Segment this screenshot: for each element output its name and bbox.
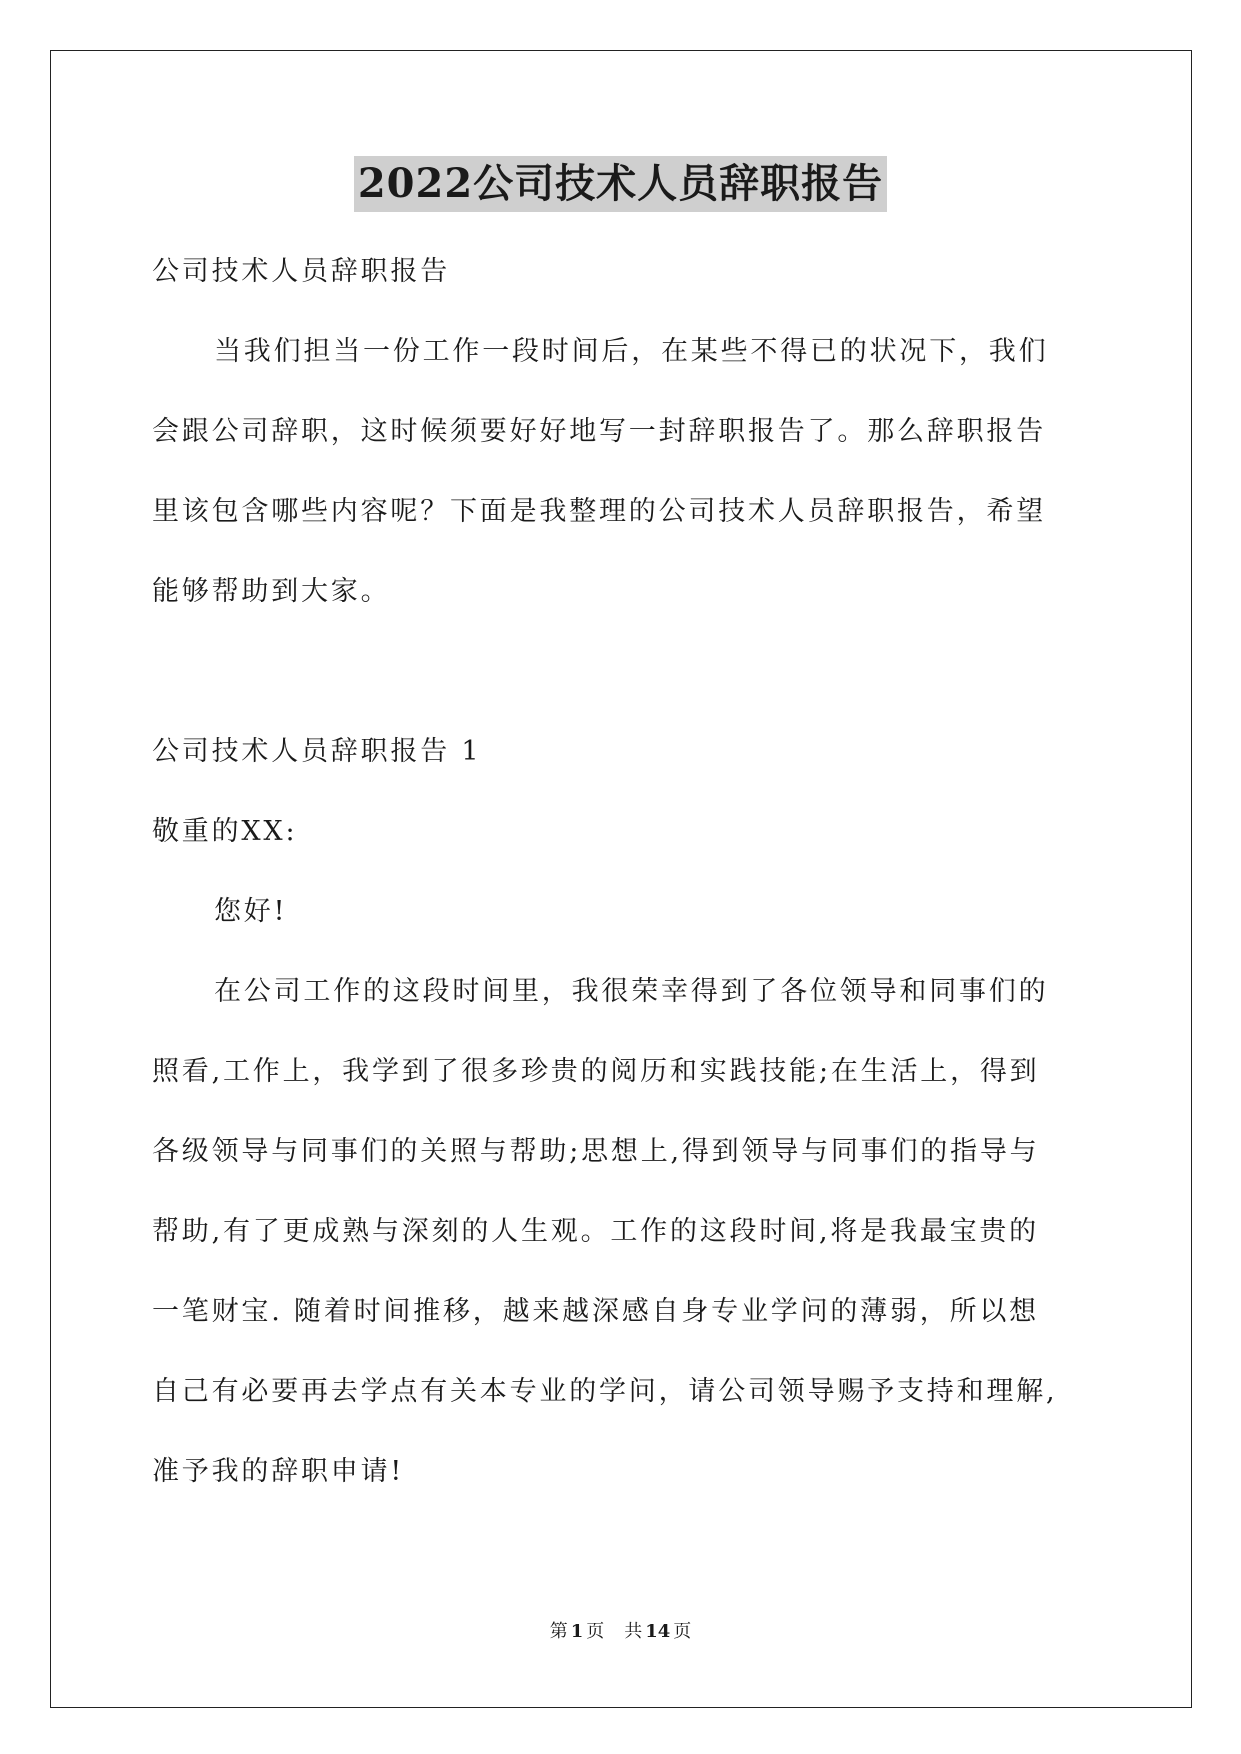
- greeting: 您好!: [214, 896, 288, 927]
- body-line: 准予我的辞职申请!: [152, 1456, 405, 1487]
- section-heading: 公司技术人员辞职报告 1: [152, 736, 482, 767]
- total-suffix: 页: [673, 1621, 692, 1642]
- total-prefix: 共: [624, 1621, 643, 1642]
- salutation: 敬重的XX:: [152, 816, 298, 847]
- page-total-number: 14: [645, 1621, 671, 1642]
- intro-line: 会跟公司辞职，这时候须要好好地写一封辞职报告了。那么辞职报告: [152, 416, 1046, 447]
- page-prefix: 第: [549, 1621, 568, 1642]
- page-suffix: 页: [586, 1621, 605, 1642]
- intro-line: 里该包含哪些内容呢？下面是我整理的公司技术人员辞职报告，希望: [152, 496, 1046, 527]
- body-line: 在公司工作的这段时间里，我很荣幸得到了各位领导和同事们的: [214, 976, 1049, 1007]
- body-line: 各级领导与同事们的关照与帮助;思想上,得到领导与同事们的指导与: [152, 1136, 1040, 1167]
- intro-line: 能够帮助到大家。: [152, 576, 391, 607]
- body-line: 一笔财宝. 随着时间推移，越来越深感自身专业学问的薄弱，所以想: [152, 1296, 1039, 1327]
- document-title: 2022公司技术人员辞职报告: [354, 156, 887, 212]
- page-footer: [0, 1620, 1241, 1644]
- body-line: 自己有必要再去学点有关本专业的学问，请公司领导赐予支持和理解,: [152, 1376, 1058, 1407]
- document-subtitle: 公司技术人员辞职报告: [152, 256, 450, 287]
- title-container: [0, 156, 1241, 212]
- body-line: 帮助,有了更成熟与深刻的人生观。工作的这段时间,将是我最宝贵的: [152, 1216, 1039, 1247]
- intro-line: 当我们担当一份工作一段时间后，在某些不得已的状况下，我们: [214, 336, 1049, 367]
- page-current-number: 1: [570, 1621, 584, 1642]
- document-body: [152, 232, 1092, 1512]
- body-line: 照看,工作上，我学到了很多珍贵的阅历和实践技能;在生活上，得到: [152, 1056, 1040, 1087]
- paragraph-gap: [152, 632, 1092, 712]
